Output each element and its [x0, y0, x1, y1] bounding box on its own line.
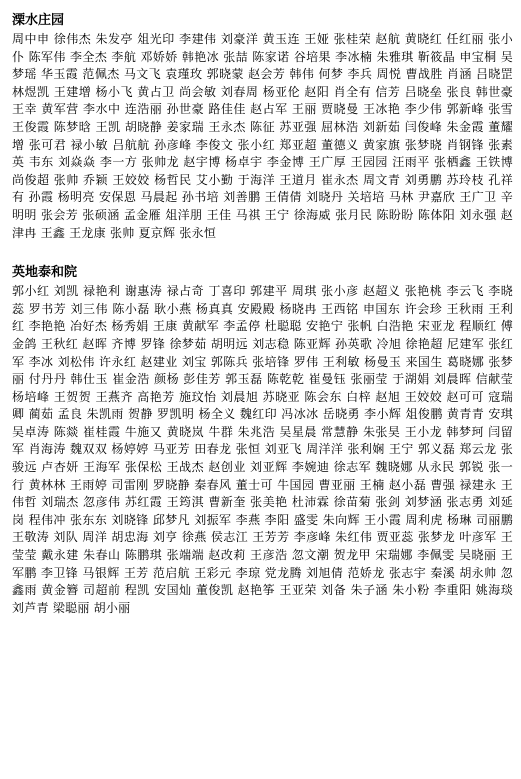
section-lishui-manor	[12, 12, 513, 242]
section-gap	[12, 242, 513, 264]
name-list: 郭小红 刘凯 禄艳利 谢惠涛 禄占奇 丁喜印 郭建平 周琪 张小彦 赵超义 张艳桃 李云飞 李晓蕊 罗书芳 刘三伟 陈小磊 耿小燕 杨真真 安殿殿 杨晓冉 王西铭 申国东 许会珍 王秋雨 王利红 李艳艳 冶好杰 杨秀娟 王康 黄献军 李孟停 杜聪聪 安艳宁 张帆 白浩艳 宋亚龙 程顺红 傅金鸽 王秋红 赵晖 齐博 罗锋 徐梦茹 胡明远 刘志稳 陈亚辉 孙英歌 冷旭 徐艳超 尼建军 张红军 李冰 刘松伟 许永红 赵建业 刘宝 郭陈兵 张培锋 罗伟 王利敏 杨曼玉 来国生 葛晓娜 张梦丽 付丹丹 韩仕玉 崔金浩 颜杨 彭佳芳 郭玉磊 陈乾乾 崔曼钰 张丽莹 于湖娟 刘晨晖 信献莹 杨培峰 王贺贺 王燕齐 高艳芳 施玟怡 刘晨旭 苏晓亚 陈会东 白梓 赵旭 王姣姣 赵可可 寇瑞卿 蔺茹 孟良 朱凯雨 贺静 罗凯明 杨全义 魏红印 冯冰冰 岳晓勇 李小辉 俎俊鹏 黄青青 安琪 吴卓涛 陈燚 崔桂霞 牛施又 黄晓岚 牛群 朱兆浩 吴星晨 常慧静 朱张昊 王小龙 韩梦珂 闫留军 肖海涛 魏双双 杨婷婷 马亚芳 田春龙 张恒 刘亚飞 周洋洋 张利娴 王宁 郭义磊 郑云龙 张骏远 卢杏妍 王海军 张保松 王战杰 赵创业 刘亚辉 李婉迪 徐志军 魏晓娜 从永民 郭锐 张一行 黄林林 王雨婷 司雷刚 罗晓静 秦春风 董士可 牛国园 曹亚丽 王楠 赵小磊 曹强 禄建永 王伟哲 刘瑞杰 忽彦伟 苏红霞 王筠淇 曹新奎 张美艳 杜沛霖 徐苗菊 张剑 刘梦涵 张志勇 刘延岗 程伟冲 张东东 刘晓锋 邱梦凡 刘振军 李燕 李阳 盛雯 朱向辉 王小霞 周利虎 杨琳 司丽鹏 王敬涛 刘队 周洋 胡忠海 刘亨 徐燕 侯志江 王芳芳 李彦峰 朱红伟 贾亚蕊 张梦龙 叶彦军 王莹莹 戴永建 朱春山 陈鹏琪 张端端 赵改莉 王彦浩 忽文潮 贺龙甲 宋瑞娜 李佩雯 吴晓丽 王军鹏 李卫锋 马银辉 王芳 范启航 王彩元 李琼 党龙腾 刘旭倩 范娇龙 张志宇 秦溪 胡永帅 忽鑫雨 黄金簪 司超前 程凯 安国灿 董俊凯 赵艳筝 王亚荣 刘备 朱子涵 朱小粉 李重阳 姚海琰 刘芦青 梁聪丽 胡小丽	[12, 284, 513, 615]
section-title: 英地泰和院	[12, 265, 78, 281]
section-title: 溧水庄园	[12, 13, 65, 28]
section-yingdi-taihe	[12, 264, 513, 617]
name-list: 周中申 徐伟杰 朱发亭 俎光印 李建伟 刘豪洋 黄玉连 王娅 张桂荣 赵航 黄晓红 任红丽 张小仆 陈军伟 李全杰 李航 邓娇娇 韩艳冰 张喆 陈家诺 谷培果 李冰楠 朱雅琪 靳筱晶 申宝桐 吴梦瑶 华玉霞 范佩杰 马文飞 袁瑾玫 郭晓蒙 赵会芳 韩伟 何梦 李兵 周悦 曹战胜 肖涵 吕晓罡 林煜凯 王建增 杨小飞 黄占卫 尚会敏 刘春周 杨亚伦 赵阳 肖全有 信芳 吕晓垒 张良 韩世豪 王幸 黄军营 李水中 连浩丽 孙世豪 路佳佳 赵占军 王丽 贾晓曼 王冰艳 李少伟 郭新峰 张雪 王俊霞 陈梦晗 王凯 胡晓静 姜家瑞 王永杰 陈征 苏亚强 屈林浩 刘新茹 闫俊峰 朱金霞 董耀增 张可君 禄小敏 吕航航 孙彦峰 李俊文 张小红 郑亚超 董德义 黄家旗 张梦晓 肖钢锋 张素英 韦东 刘焱焱 李一方 张帅龙 赵宇博 杨卓宇 李金博 王广厚 王园园 汪雨平 张栖鑫 王铁博 尚俊超 张帅 乔颖 王姣姣 杨哲民 艾小勤 于海洋 王道月 崔永杰 周文青 刘勇鹏 苏玲枝 孔祥有 孙霞 杨明亮 安保恩 马晨起 孙书培 刘善鹏 王倩倩 刘晓丹 关培培 马林 尹嘉欣 王广卫 辛明明 张会芳 张硕涵 孟金雁 俎洋朋 王佳 马祺 王宁 徐海威 张月民 陈盼盼 陈体阳 刘永强 赵津冉 王鑫 王龙康 张帅 夏京辉 张永恒	[12, 32, 513, 240]
